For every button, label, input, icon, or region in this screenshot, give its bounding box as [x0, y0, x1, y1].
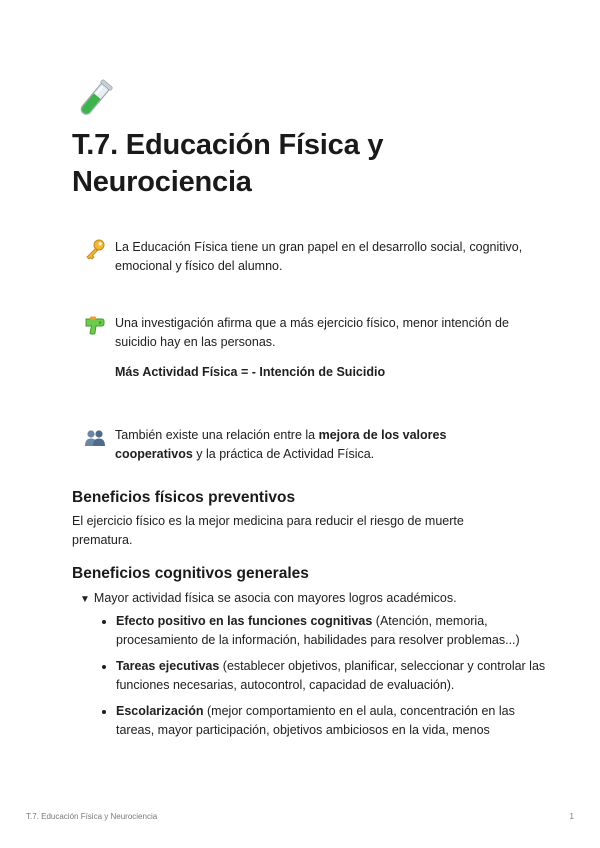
toggle-label: Mayor actividad física se asocia con mayores logros académicos.	[93, 591, 457, 605]
callout-text: La Educación Física tiene un gran papel en el desarrollo social, cognitivo, emocional y físico del alumno.	[115, 240, 523, 273]
callout-text: Una investigación afirma que a más ejercicio físico, menor intención de suicidio hay en las personas.	[115, 316, 509, 349]
page-number: 1	[569, 812, 574, 821]
section-paragraph: El ejercicio físico es la mejor medicina para reducir el riesgo de muerte prematura.	[72, 514, 464, 547]
list-item: • Efecto positivo en las funciones cognitivas (Atención, memoria, procesamiento de la información, habilidades para resolver problemas...)	[116, 612, 546, 649]
bullet-list	[98, 612, 546, 747]
callout-water-pistol	[84, 314, 524, 382]
people-icon	[84, 426, 106, 448]
callout-key	[84, 238, 524, 275]
key-icon	[84, 238, 106, 260]
callout-text: También existe una relación entre la mejora de los valores cooperativos y la práctica de Actividad Física.	[115, 428, 447, 461]
footer-title: T.7. Educación Física y Neurociencia	[26, 812, 158, 821]
page-title: T.7. Educación Física y Neurociencia	[72, 129, 384, 198]
list-item: • Escolarización (mejor comportamiento en el aula, concentración en las tareas, mayor participación, objetivos ambiciosos en la vida, menos	[116, 702, 546, 739]
callout-highlight: Más Actividad Física = - Intención de Suicidio	[115, 365, 386, 379]
section-heading: Beneficios físicos preventivos	[72, 489, 296, 506]
test-tube-icon	[72, 78, 116, 122]
list-item: • Tareas ejecutivas (establecer objetivos, planificar, seleccionar y controlar las funciones necesarias, autocontrol, capacidad de evaluación).	[116, 657, 546, 694]
water-pistol-icon	[84, 314, 106, 336]
bold-phrase: mejora de los valores cooperativos	[115, 428, 447, 461]
toggle-block[interactable]	[80, 589, 457, 610]
triangle-down-icon[interactable]: ▼	[80, 594, 90, 605]
section-heading: Beneficios cognitivos generales	[72, 565, 309, 582]
callout-people	[84, 426, 524, 463]
